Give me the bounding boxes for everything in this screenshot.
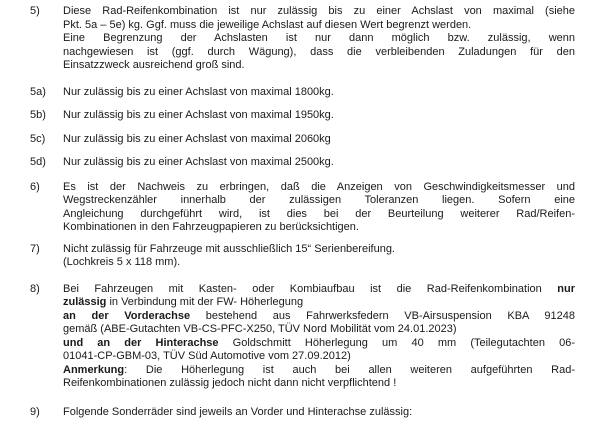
text-segment: Kombinationen in den Fahrzeugpapieren zu berücksichtigen. [63, 221, 359, 233]
list-item-7 [30, 243, 575, 270]
item-text [63, 86, 575, 100]
item-number: 6) [30, 180, 40, 193]
item-text [63, 406, 575, 420]
text-segment: (Lochkreis 5 x 118 mm). [63, 256, 181, 268]
item-number: 5c) [30, 132, 46, 145]
item-text [63, 109, 575, 123]
text-line [63, 208, 575, 222]
text-line [63, 5, 575, 19]
text-line [63, 310, 575, 324]
item-number: 9) [30, 405, 40, 418]
bold-text-segment: und an der Hinterachse [63, 336, 219, 349]
text-segment: Angleichung durchgeführt wird, ist dies bei der Beurteilung weiterer Rad/Reifen- [63, 207, 575, 220]
text-line [63, 256, 575, 270]
text-segment: Goldschmitt Höherlegung um 40 mm (Teilegutachten 06- [218, 336, 575, 349]
item-number: 5b) [30, 109, 46, 121]
text-segment: gemäß (ABE-Gutachten VB-CS-PFC-X250, TÜV Nord Mobilität vom 24.01.2023) [63, 323, 457, 335]
text-segment: : Die Höherlegung ist auch bei allen weiteren aufgeführten Rad- [124, 363, 575, 376]
text-line [63, 350, 575, 364]
item-text [63, 156, 575, 170]
text-segment: Wegstreckenzähler innerhalb der zulässigen Toleranzen liegen. Sofern eine [63, 194, 575, 206]
bold-text-segment: zulässig [63, 296, 107, 308]
text-segment: nachgewiesen ist (ggf. durch Wägung), dass die verbleibenden Zuladungen für den [63, 45, 575, 58]
text-line [63, 243, 575, 257]
list-item-8 [30, 283, 575, 391]
text-segment: in Verbindung mit der FW- Höherlegung [106, 296, 304, 308]
text-line [63, 32, 575, 46]
text-segment: Nur zulässig bis zu einer Achslast von maximal 1800kg. [63, 85, 334, 98]
text-line [63, 406, 575, 420]
text-line [63, 19, 575, 33]
text-segment: Diese Rad-Reifenkombination ist nur zulässig bis zu einer Achslast von maximal (siehe [63, 5, 575, 17]
text-line [63, 296, 575, 310]
text-segment: Folgende Sonderräder sind jeweils an Vorder und Hinterachse zulässig: [63, 405, 413, 418]
text-line [63, 194, 575, 208]
item-text [63, 181, 575, 235]
text-line [63, 59, 575, 73]
bold-text-segment: nur [557, 282, 575, 295]
item-number: 5) [30, 5, 40, 17]
text-line [63, 337, 575, 351]
text-segment: Es ist der Nachweis zu erbringen, daß die Anzeigen von Geschwindigkeitsmesser und [63, 180, 575, 193]
text-line [63, 109, 575, 123]
text-line [63, 133, 575, 147]
item-text [63, 5, 575, 73]
text-line [63, 283, 575, 297]
text-line [63, 323, 575, 337]
text-line [63, 46, 575, 60]
text-line [63, 181, 575, 195]
text-segment: Einsatzzweck ausreichend groß sind. [63, 59, 245, 71]
text-segment: Nur zulässig bis zu einer Achslast von maximal 2060kg [63, 132, 331, 145]
text-line [63, 156, 575, 170]
text-line [63, 221, 575, 235]
text-segment: bestehend aus Fahrwerksfedern VB-Airsuspension KBA 91248 [190, 309, 575, 322]
text-line [63, 377, 575, 391]
text-line [63, 86, 575, 100]
bold-text-segment: Anmerkung [63, 363, 125, 376]
item-text [63, 133, 575, 147]
text-segment: Nur zulässig bis zu einer Achslast von maximal 1950kg. [63, 109, 334, 121]
list-item-5b [30, 109, 575, 123]
text-line [63, 364, 575, 378]
list-item-6 [30, 181, 575, 235]
list-item-5 [30, 5, 575, 73]
text-segment: Nur zulässig bis zu einer Achslast von maximal 2500kg. [63, 156, 334, 168]
bold-text-segment: an der Vorderachse [63, 309, 191, 322]
text-segment: Nicht zulässig für Fahrzeuge mit ausschließlich 15“ Serienbereifung. [63, 242, 395, 255]
text-segment: Reifenkombinationen zulässig jedoch nicht dann nicht verpflichtend ! [63, 377, 397, 389]
text-segment: 01041-CP-GBM-03, TÜV Süd Automotive vom 27.09.2012) [63, 350, 351, 362]
item-number: 5d) [30, 156, 46, 168]
item-number: 8) [30, 282, 40, 295]
text-segment: Eine Begrenzung der Achslasten ist nur dann möglich bzw. zulässig, wenn [63, 32, 575, 44]
document-body [30, 5, 575, 419]
item-number: 5a) [30, 85, 46, 98]
list-item-5d [30, 156, 575, 170]
list-item-5a [30, 86, 575, 100]
item-text [63, 243, 575, 270]
text-segment: Bei Fahrzeugen mit Kasten- oder Kombiaufbau ist die Rad-Reifenkombination [63, 282, 558, 295]
text-segment: Pkt. 5a – 5e) kg. Ggf. muss die jeweilige Achslast auf diesen Wert begrenzt werden. [63, 18, 472, 31]
item-text [63, 283, 575, 391]
item-number: 7) [30, 242, 40, 255]
list-item-9 [30, 406, 575, 420]
list-item-5c [30, 133, 575, 147]
